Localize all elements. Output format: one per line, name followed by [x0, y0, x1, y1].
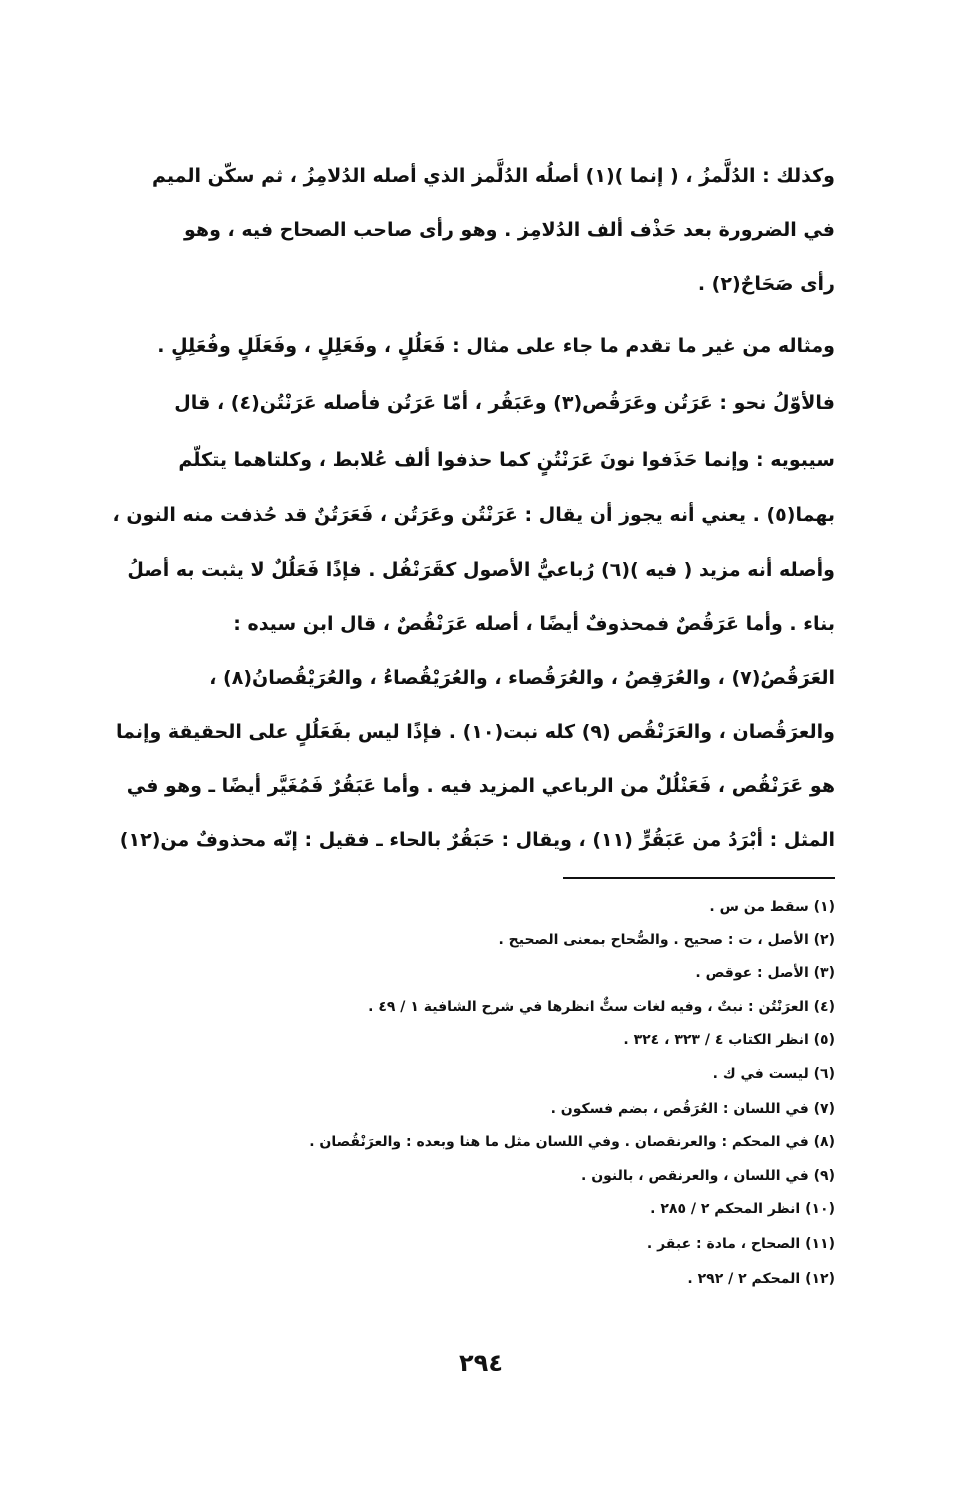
footnote-8: (٨) في المحكم : والعرنقصان . وفي اللسان مثل ما هنا وبعده : والعرَنْقُصان . [309, 1134, 835, 1150]
footnote-7: (٧) في اللسان : العُرَقُص ، بضم فسكون . [550, 1101, 835, 1117]
text-line-5: فالأوّلُ نحو : عَرَتُن وعَرَقُص(٣) وعَبَقُر ، أمّا عَرَتُن فأصله عَرَنْتُن(٤) ، قال [174, 392, 835, 414]
text-line-9: بناء . وأما عَرَقُصٌ فمحذوفٌ أيضًا ، أصله عَرَنْقُصٌ ، قال ابن سيده : [233, 613, 835, 635]
footnote-5: (٥) انظر الكتاب ٤ / ٣٢٣ ، ٣٢٤ . [623, 1032, 835, 1048]
text-line-8: وأصله أنه مزيد ( فيه )(٦) رُباعيُّ الأصول كقَرَنْفُل . فإذًا فَعَلُلٌ لا يثبت به أصلُ [127, 559, 835, 581]
text-line-6: سيبويه : وإنما حَذَفوا نونَ عَرَنْتُنٍ كما حذفوا ألف عُلابط ، وكلتاهما يتكلّم [178, 449, 835, 471]
footnote-12: (١٢) المحكم ٢ / ٢٩٢ . [687, 1271, 835, 1287]
footnote-10: (١٠) انظر المحكم ٢ / ٢٨٥ . [650, 1201, 835, 1217]
footnote-6: (٦) ليست في ك . [712, 1066, 835, 1082]
text-line-7: بهما(٥) . يعني أنه يجوز أن يقال : عَرَنْتُن وعَرَتُن ، فَعَرَتُنٌ قد حُذفت منه النون ، [112, 504, 835, 526]
footnote-4: (٤) العرَنْتُن : نبتٌ ، وفيه لغات ستٌّ انظرها في شرح الشافية ١ / ٤٩ . [368, 999, 835, 1015]
text-line-2: في الضرورة بعد حَذْف ألف الدُلامِز . وهو رأى صاحب الصحاح فيه ، وهو [183, 219, 835, 241]
footnote-3: (٣) الأصل : عوقص . [695, 965, 835, 981]
footnote-11: (١١) الصحاح ، مادة : عبقر . [646, 1236, 835, 1252]
text-line-13: المثل : أبْرَدُ من عَبَقُرٍّ (١١) ، ويقال : حَبَقُرٌ بالحاء ـ فقيل : إنّه محذوفٌ من(١٢) [119, 829, 835, 851]
footnote-9: (٩) في اللسان ، والعرنقص ، بالنون . [581, 1168, 835, 1184]
footnote-separator [563, 877, 835, 879]
text-line-10: العَرَقُصُ(٧) ، والعُرَقِصُ ، والعُرَقُصاء ، والعُرَيْقُصاءُ ، والعُرَيْقُصانُ(٨) ، [209, 667, 835, 689]
text-line-3: رأى صَحَاحٌ(٢) . [697, 273, 835, 295]
text-line-12: هو عَرَنْقُص ، فَعَنْلُلٌ من الرباعي المزيد فيه . وأما عَبَقُرٌ فَمُغَيَّر أيضًا ـ وهو في [126, 775, 835, 797]
text-line-1: وكذلك : الدُلَّمزُ ، ( إنما )(١) أصلُه الدُلَّمز الذي أصله الدُلامِزُ ، ثم سكّن الميم [151, 165, 835, 187]
text-line-11: والعرَقُصان ، والعَرَنْقُص (٩) كله نبت(١٠) . فإذًا ليس بفَعَلُلٍ على الحقيقة وإنما [115, 721, 835, 743]
text-line-4: ومثاله من غير ما تقدم ما جاء على مثال : فَعَلُلٍ ، وفَعَلِلٍ ، وفَعَلَلٍ وفُعَلِلٍ . [157, 335, 835, 357]
footnote-2: (٢) الأصل ، ت : صحيح . والصُّحاح بمعنى الصحيح . [498, 932, 835, 948]
page-number: ٢٩٤ [459, 1349, 503, 1377]
footnote-1: (١) سقط من س . [709, 899, 835, 915]
